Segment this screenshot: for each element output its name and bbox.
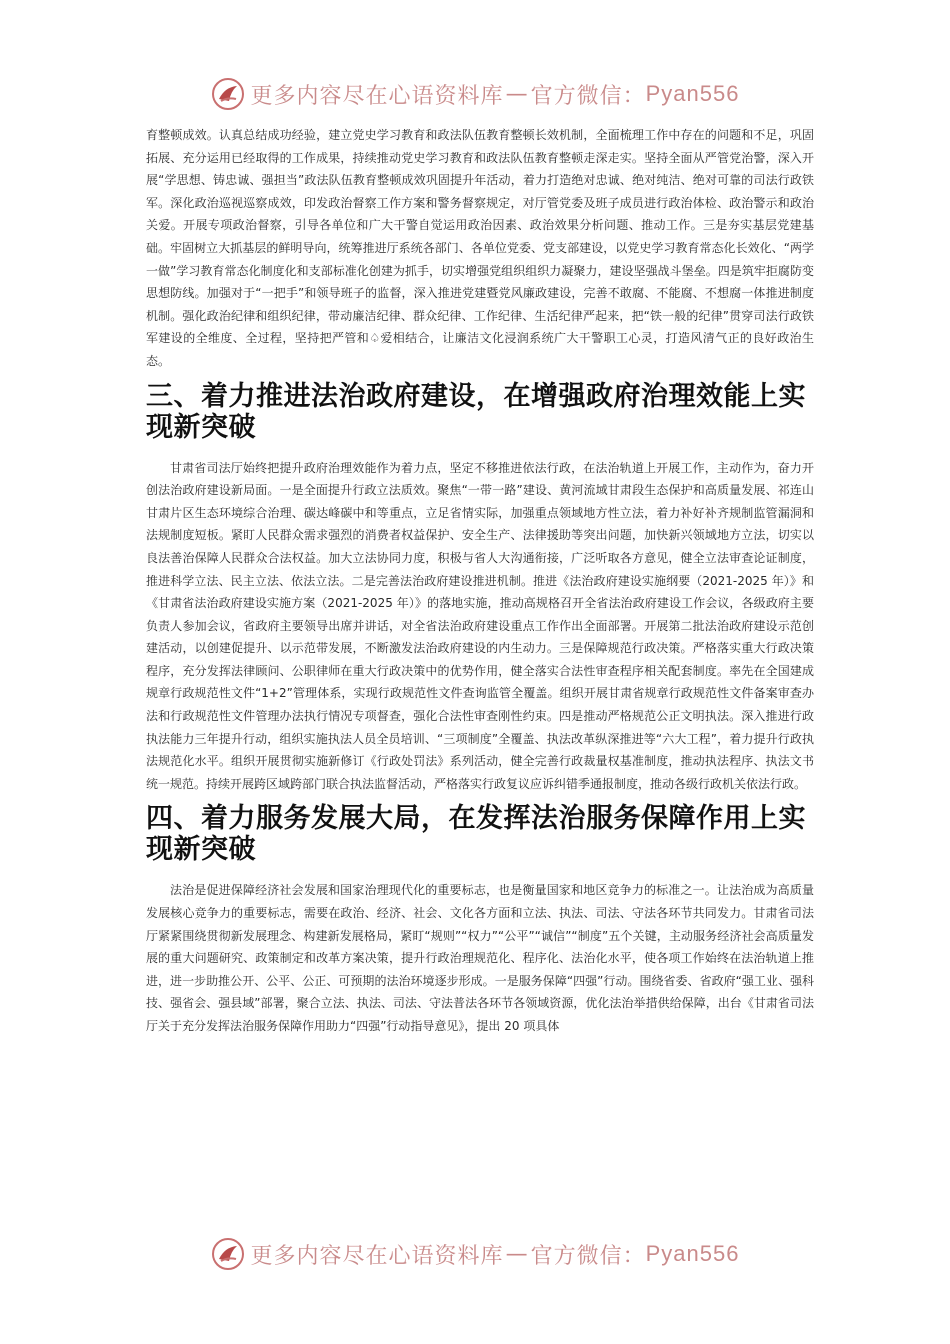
banner-wechat-label: 官方微信：: [530, 1243, 646, 1269]
section-heading-3: 三、着力推进法治政府建设，在增强政府治理效能上实现新突破: [146, 380, 806, 443]
paragraph-law-government: 甘肃省司法厅始终把提升政府治理效能作为着力点，坚定不移推进依法行政，在法治轨道上开展工作，主动作为，奋力开创法治政府建设新局面。一是全面提升行政立法质效。聚焦“一带一路”建设、黄河流域甘肃段生态保护和高质量发展、祁连山甘肃片区生态环境综合治理、碳达峰碳中和等重点，立足省情实际，加强重点领域地方性立法，着力补好补齐规制监管漏洞和法规制度短板。紧盯人民群众需求强烈的消费者权益保护、安全生产、法律援助等突出问题，加快新兴领域地方立法，切实以良法善治保障人民群众合法权益。加大立法协同力度，积极与省人大沟通衔接，广泛听取各方意见，健全立法审查论证制度，推进科学立法、民主立法、依法立法。二是完善法治政府建设推进机制。推进《法治政府建设实施纲要（2021-2025 年）》和《甘肃省法治政府建设实施方案（2021-2025 年）》的落地实施，推动高规格召开全省法治政府建设工作会议，各级政府主要负责人参加会议，省政府主要领导出席并讲话，对全省法治政府建设重点工作作出全面部署。开展第二批法治政府建设示范创建活动，以创建促提升、以示范带发展，不断激发法治政府建设的内生动力。三是保障规范行政决策。严格落实重大行政决策程序，充分发挥法律顾问、公职律师在重大行政决策中的优势作用，健全落实合法性审查程序相关配套制度。率先在全国建成规章行政规范性文件“1+2”管理体系，实现行政规范性文件查询监管全覆盖。组织开展甘肃省规章行政规范性文件备案审查办法和行政规范性文件管理办法执行情况专项督查，强化合法性审查刚性约束。四是推动严格规范公正文明执法。深入推进行政执法能力三年提升行动，组织实施执法人员全员培训、“三项制度”全覆盖、执法改革纵深推进等“六大工程”，着力提升行政执法规范化水平。组织开展贯彻实施新修订《行政处罚法》系列活动，健全完善行政裁量权基准制度，推动执法程序、执法文书统一规范。持续开展跨区域跨部门联合执法监督活动，严格落实行政复议应诉纠错季通报制度，推动各级行政机关依法行政。: [146, 460, 814, 791]
banner-handle: Pyan556: [645, 81, 740, 106]
banner-wechat-label: 官方微信：: [530, 83, 646, 109]
book-logo-icon: [211, 1237, 245, 1271]
footer-banner: [0, 1232, 950, 1276]
banner-text: 更多内容尽在心语资料库: [250, 83, 504, 109]
banner-separator: —: [505, 81, 529, 107]
header-banner: [0, 72, 950, 116]
paragraph-party-building: 育整顿成效。认真总结成功经验，建立党史学习教育和政法队伍教育整顿长效机制，全面梳理工作中存在的问题和不足，巩固拓展、充分运用已经取得的工作成果，持续推动党史学习教育和政法队伍教育整顿走深走实。坚持全面从严管党治警，深入开展“学思想、铸忠诚、强担当”政法队伍教育整顿成效巩固提升年活动，着力打造绝对忠诚、绝对纯洁、绝对可靠的司法行政铁军。深化政治巡视巡察成效，印发政治督察工作方案和警务督察规定，对厅管党委及班子成员进行政治体检、政治警示和政治关爱。开展专项政治督察，引导各单位和广大干警自觉运用政治因素、政治效果分析问题、推动工作。三是夯实基层党建基础。牢固树立大抓基层的鲜明导向，统筹推进厅系统各部门、各单位党委、党支部建设，以党史学习教育常态化长效化、“两学一做”学习教育常态化制度化和支部标准化创建为抓手，切实增强党组织组织力凝聚力，建设坚强战斗堡垒。四是筑牢拒腐防变思想防线。加强对于“一把手”和领导班子的监督，深入推进党建暨党风廉政建设，完善不敢腐、不能腐、不想腐一体推进制度机制。强化政治纪律和组织纪律，带动廉洁纪律、群众纪律、工作纪律、生活纪律严起来，把“铁一般的纪律”贯穿司法行政铁军建设的全维度、全过程，坚持把严管和♤爱相结合，让廉洁文化浸润系统广大干警职工心灵，打造风清气正的良好政治生态。: [146, 128, 814, 368]
paragraph-service-development: 法治是促进保障经济社会发展和国家治理现代化的重要标志，也是衡量国家和地区竞争力的标准之一。让法治成为高质量发展核心竞争力的重要标志，需要在政治、经济、社会、文化各方面和立法、执法、司法、守法各环节共同发力。甘肃省司法厅紧紧围绕贯彻新发展理念、构建新发展格局，紧盯“规则”“权力”“公平”“诚信”“制度”五个关键，主动服务经济社会高质量发展的重大问题研究、政策制定和改革方案决策，提升行政治理规范化、程序化、法治化水平，使各项工作始终在法治轨道上推进，进一步助推公开、公平、公正、可预期的法治环境逐步形成。一是服务保障“四强”行动。围绕省委、省政府“强工业、强科技、强省会、强县域”部署，聚合立法、执法、司法、守法普法各环节各领域资源，优化法治举措供给保障，出台《甘肃省司法厅关于充分发挥法治服务保障作用助力“四强”行动指导意见》，提出 20 项具体: [146, 883, 814, 1033]
document-body: [146, 124, 814, 1038]
book-logo-icon: [211, 77, 245, 111]
banner-handle: Pyan556: [645, 1241, 740, 1266]
banner-separator: —: [505, 1241, 529, 1267]
banner-text: 更多内容尽在心语资料库: [250, 1243, 504, 1269]
section-heading-4: 四、着力服务发展大局，在发挥法治服务保障作用上实现新突破: [146, 803, 806, 866]
